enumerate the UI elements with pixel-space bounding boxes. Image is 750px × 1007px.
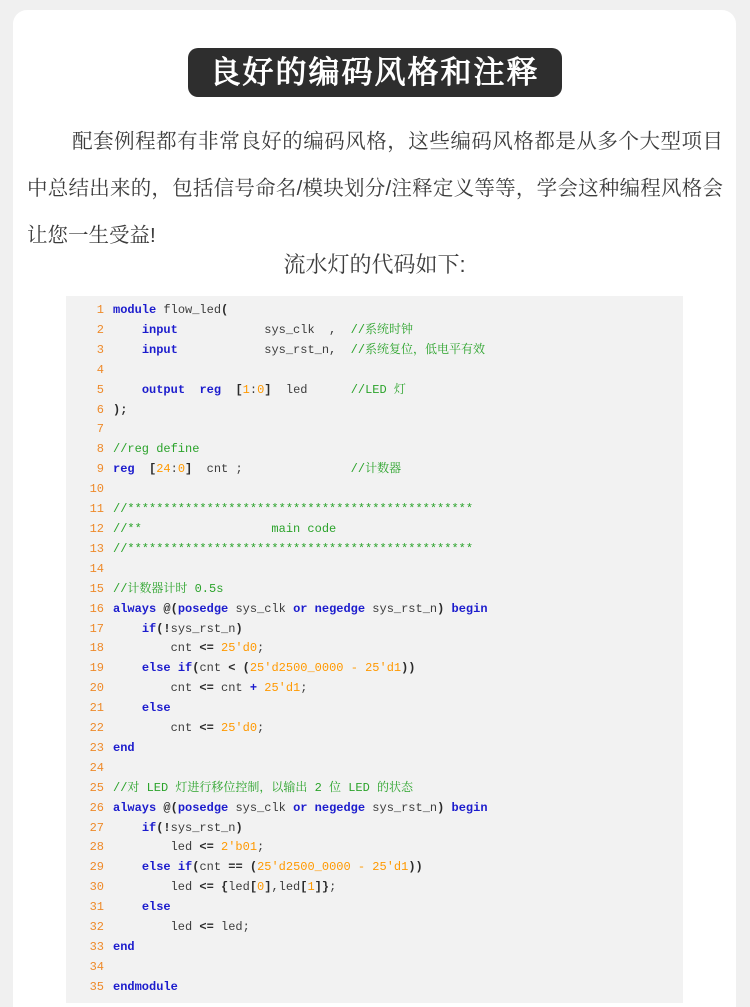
- code-line: [66, 659, 683, 679]
- line-number: 8: [96, 442, 104, 457]
- token-plain: [113, 343, 142, 357]
- code-text: [113, 303, 228, 317]
- code-line: [66, 838, 683, 858]
- token-number: 25'd1: [372, 860, 409, 875]
- line-number: 34: [89, 959, 104, 974]
- line-number: 35: [89, 979, 104, 994]
- code-text: [113, 522, 336, 536]
- token-plain: :: [170, 462, 178, 477]
- code-line: [66, 440, 683, 460]
- token-plain: [113, 900, 142, 914]
- token-plain: cnt: [113, 641, 200, 656]
- line-number: 30: [89, 880, 104, 895]
- code-line: [66, 918, 683, 938]
- token-number: 0: [257, 880, 265, 895]
- code-line: [66, 819, 683, 839]
- token-operator: );: [113, 402, 128, 417]
- token-operator: [: [249, 880, 258, 895]
- intro-paragraph: 配套例程都有非常良好的编码风格，这些编码风格都是从多个大型项目中总结出来的，包括信号命名/模块划分/注释定义等等，学会这种编程风格会让您一生受益!: [27, 130, 723, 247]
- token-operator: <=: [199, 920, 214, 935]
- content-card: [13, 10, 736, 1007]
- token-plain: led: [228, 880, 250, 895]
- token-operator: <=: [199, 721, 214, 736]
- line-number: 9: [96, 462, 104, 477]
- code-line: [66, 600, 683, 620]
- token-plain: [113, 701, 142, 715]
- code-line: [66, 580, 683, 600]
- token-plain: [307, 801, 314, 815]
- code-line: [66, 341, 683, 361]
- token-plain: [113, 821, 142, 835]
- code-text: [113, 641, 264, 655]
- token-plain: led: [113, 880, 200, 895]
- token-operator: [: [149, 462, 157, 477]
- line-number: 25: [89, 780, 104, 795]
- code-line: [66, 719, 683, 739]
- code-line: [66, 361, 683, 381]
- token-plain: [214, 721, 221, 735]
- token-comment: //计数器计时 0.5s: [113, 581, 224, 596]
- token-number: 25'd1: [264, 681, 301, 696]
- code-text: [113, 940, 135, 954]
- token-number: 25'd1: [365, 661, 402, 676]
- line-number: 3: [96, 342, 104, 357]
- line-number: 17: [89, 621, 104, 636]
- code-text: [113, 582, 223, 596]
- token-operator: <: [228, 661, 236, 676]
- token-plain: [221, 383, 235, 397]
- line-number: 20: [89, 681, 104, 696]
- code-line: [66, 420, 683, 440]
- token-operator: )): [401, 661, 416, 676]
- code-line: [66, 301, 683, 321]
- code-text: [113, 840, 264, 854]
- line-number: 13: [89, 541, 104, 556]
- token-plain: ;: [329, 880, 337, 895]
- code-line: [66, 679, 683, 699]
- token-plain: [307, 602, 314, 616]
- line-number: 16: [89, 601, 104, 616]
- token-operator: ]: [185, 462, 193, 477]
- token-plain: cnt ;: [192, 462, 351, 477]
- line-number: 18: [89, 641, 104, 656]
- line-number: 2: [96, 322, 104, 337]
- token-plain: sys_rst_n,: [177, 342, 351, 357]
- code-line: [66, 560, 683, 580]
- token-plain: sys_clk: [228, 800, 294, 815]
- token-plain: [214, 880, 221, 894]
- line-number: 10: [89, 482, 104, 497]
- token-plain: ;: [257, 721, 265, 736]
- token-plain: cnt: [199, 661, 229, 676]
- token-keyword: or: [293, 601, 308, 616]
- token-plain: sys_rst_n: [365, 601, 438, 616]
- section-title: 良好的编码风格和注释: [209, 55, 540, 90]
- token-plain: [171, 661, 178, 675]
- token-keyword: else: [141, 860, 171, 875]
- token-operator: (: [242, 661, 250, 676]
- token-comment: //系统时钟: [350, 322, 414, 337]
- code-text: [113, 821, 243, 835]
- token-number: 0: [177, 462, 186, 477]
- code-text: [113, 462, 401, 476]
- token-plain: ,led: [271, 880, 301, 895]
- code-line: [66, 540, 683, 560]
- code-text: [113, 622, 243, 636]
- token-keyword: end: [113, 740, 135, 755]
- code-line: [66, 759, 683, 779]
- token-plain: ;: [300, 681, 308, 696]
- code-text: [113, 900, 171, 914]
- code-text: [113, 860, 423, 874]
- line-number: 28: [89, 840, 104, 855]
- token-plain: [351, 860, 358, 874]
- token-plain: [171, 860, 178, 874]
- code-line: [66, 799, 683, 819]
- token-comment: //************************************************: [113, 502, 474, 517]
- token-keyword: else: [141, 900, 171, 915]
- token-keyword: output: [141, 382, 186, 397]
- token-keyword: or: [293, 800, 308, 815]
- code-text: [113, 980, 178, 994]
- token-plain: cnt: [113, 721, 200, 736]
- token-operator: [: [235, 382, 243, 397]
- code-caption: 流水灯的代码如下:: [283, 252, 466, 277]
- token-plain: flow_led: [156, 303, 222, 317]
- token-operator: ]: [314, 880, 322, 895]
- token-keyword: posedge: [177, 800, 229, 815]
- code-line: [66, 401, 683, 421]
- line-number: 21: [89, 701, 104, 716]
- code-text: [113, 502, 473, 516]
- line-number: 22: [89, 721, 104, 736]
- token-keyword: endmodule: [113, 979, 178, 994]
- line-number: 6: [96, 402, 104, 417]
- token-plain: sys_rst_n: [170, 621, 236, 636]
- token-number: 24: [156, 462, 171, 477]
- token-keyword: else: [141, 661, 171, 676]
- code-line: [66, 381, 683, 401]
- token-plain: led: [271, 382, 351, 397]
- token-plain: [113, 860, 142, 874]
- token-keyword: if: [177, 860, 193, 875]
- code-line: [66, 978, 683, 998]
- token-operator: (: [249, 860, 258, 875]
- code-line: [66, 779, 683, 799]
- code-line: [66, 500, 683, 520]
- line-number: 5: [96, 382, 104, 397]
- token-plain: [135, 462, 149, 476]
- line-number: 12: [89, 521, 104, 536]
- code-text: [113, 741, 135, 755]
- token-number: 25'd2500_0000: [249, 661, 344, 676]
- code-line: [66, 739, 683, 759]
- token-plain: [185, 383, 199, 397]
- token-plain: [214, 641, 221, 655]
- token-keyword: input: [141, 342, 178, 357]
- token-comment: //系统复位，低电平有效: [350, 342, 486, 357]
- token-operator: (!: [156, 820, 171, 835]
- token-keyword: posedge: [177, 601, 229, 616]
- token-operator: ==: [228, 860, 243, 875]
- code-line: [66, 620, 683, 640]
- token-number: -: [357, 860, 366, 875]
- token-operator: }: [321, 880, 330, 895]
- line-number: 1: [96, 303, 104, 317]
- token-plain: led;: [213, 920, 250, 935]
- token-keyword: begin: [451, 601, 488, 616]
- line-number: 32: [89, 920, 104, 935]
- line-number: 23: [89, 740, 104, 755]
- code-line: [66, 639, 683, 659]
- token-operator: @(: [163, 601, 178, 616]
- token-plain: cnt: [113, 681, 200, 696]
- token-plain: [113, 323, 142, 337]
- token-keyword: input: [141, 322, 178, 337]
- token-plain: [358, 661, 365, 675]
- token-comment: //计数器: [350, 462, 402, 477]
- token-plain: sys_rst_n: [170, 820, 236, 835]
- section-title-box: [188, 48, 562, 97]
- token-comment: //** main code: [113, 521, 337, 536]
- token-operator: ]: [264, 880, 272, 895]
- token-number: 2'b01: [221, 840, 258, 855]
- token-operator: @(: [163, 800, 178, 815]
- line-number: 7: [96, 422, 104, 437]
- token-number: 25'd2500_0000: [257, 860, 351, 875]
- code-text: [113, 801, 488, 815]
- code-text: [113, 343, 485, 357]
- token-plain: [214, 840, 221, 854]
- code-text: [113, 383, 406, 397]
- code-text: [113, 701, 171, 715]
- token-plain: sys_clk ,: [177, 322, 351, 337]
- token-plain: [243, 860, 250, 874]
- token-operator: (: [221, 303, 229, 317]
- token-plain: [444, 602, 451, 616]
- token-operator: <=: [199, 880, 214, 895]
- token-plain: sys_clk: [228, 601, 294, 616]
- token-keyword: always: [113, 601, 157, 616]
- token-plain: :: [249, 382, 258, 397]
- code-line: [66, 938, 683, 958]
- token-number: 0: [257, 382, 265, 397]
- code-text: [113, 323, 413, 337]
- code-line: [66, 699, 683, 719]
- code-line: [66, 898, 683, 918]
- token-operator: ]: [264, 382, 272, 397]
- token-operator: <=: [199, 681, 214, 696]
- code-text: [113, 602, 488, 616]
- line-number: 31: [89, 900, 104, 915]
- token-plain: [444, 801, 451, 815]
- token-keyword: reg: [113, 462, 135, 477]
- token-operator: [: [300, 880, 308, 895]
- token-operator: ): [235, 621, 243, 636]
- token-keyword: begin: [451, 800, 488, 815]
- token-comment: //reg define: [113, 442, 200, 457]
- token-plain: ;: [257, 840, 265, 855]
- token-plain: [343, 661, 350, 675]
- token-keyword: always: [113, 800, 157, 815]
- token-number: 25'd0: [221, 641, 258, 656]
- token-keyword: negedge: [314, 800, 366, 815]
- line-number: 26: [89, 800, 104, 815]
- code-line: [66, 520, 683, 540]
- code-line: [66, 958, 683, 978]
- token-plain: cnt: [213, 681, 250, 696]
- token-comment: //************************************************: [113, 541, 474, 556]
- code-line: [66, 460, 683, 480]
- token-plain: [113, 622, 142, 636]
- token-number: 1: [307, 880, 315, 895]
- token-keyword: if: [141, 820, 157, 835]
- token-plain: cnt: [199, 860, 229, 875]
- code-line: [66, 321, 683, 341]
- token-keyword: if: [141, 621, 157, 636]
- code-text: [113, 880, 336, 894]
- token-plain: [113, 383, 142, 397]
- token-plain: [113, 661, 142, 675]
- line-number: 4: [96, 362, 104, 377]
- token-plain: sys_rst_n: [365, 800, 438, 815]
- token-plain: led: [113, 840, 200, 855]
- line-number: 14: [89, 561, 104, 576]
- code-line: [66, 858, 683, 878]
- token-keyword: reg: [199, 382, 222, 397]
- line-number: 19: [89, 661, 104, 676]
- code-text: [113, 721, 264, 735]
- code-text: [113, 442, 199, 456]
- line-number: 11: [89, 502, 104, 517]
- line-number: 24: [89, 760, 104, 775]
- token-comment: //LED 灯: [350, 382, 406, 397]
- token-operator: )): [408, 860, 423, 875]
- line-number: 15: [89, 581, 104, 596]
- code-text: [113, 403, 127, 417]
- token-number: 25'd0: [221, 721, 258, 736]
- token-operator: (: [192, 860, 200, 875]
- code-text: [113, 920, 250, 934]
- token-operator: <=: [199, 641, 214, 656]
- code-text: [113, 542, 473, 556]
- code-block: [66, 296, 683, 1003]
- token-comment: //对 LED 灯进行移位控制，以输出 2 位 LED 的状态: [113, 780, 414, 795]
- token-keyword: else: [141, 701, 171, 716]
- token-operator: (!: [156, 621, 171, 636]
- token-keyword: +: [249, 681, 258, 696]
- token-keyword: module: [113, 303, 157, 317]
- token-operator: {: [221, 880, 229, 895]
- token-operator: ): [235, 820, 243, 835]
- code-line: [66, 878, 683, 898]
- token-number: -: [350, 661, 358, 676]
- token-operator: ): [437, 601, 445, 616]
- code-text: [113, 781, 413, 795]
- token-plain: led: [113, 920, 200, 935]
- token-plain: [235, 661, 242, 675]
- line-number: 27: [89, 820, 104, 835]
- line-number: 29: [89, 860, 104, 875]
- code-text: [113, 681, 307, 695]
- token-number: 1: [242, 382, 250, 397]
- token-operator: <=: [199, 840, 214, 855]
- code-line: [66, 480, 683, 500]
- token-keyword: end: [113, 940, 135, 954]
- token-plain: ;: [257, 641, 265, 656]
- token-operator: (: [192, 661, 200, 676]
- token-keyword: negedge: [314, 601, 366, 616]
- line-number: 33: [89, 940, 104, 954]
- code-text: [113, 661, 416, 675]
- token-operator: ): [437, 800, 445, 815]
- token-keyword: if: [177, 661, 193, 676]
